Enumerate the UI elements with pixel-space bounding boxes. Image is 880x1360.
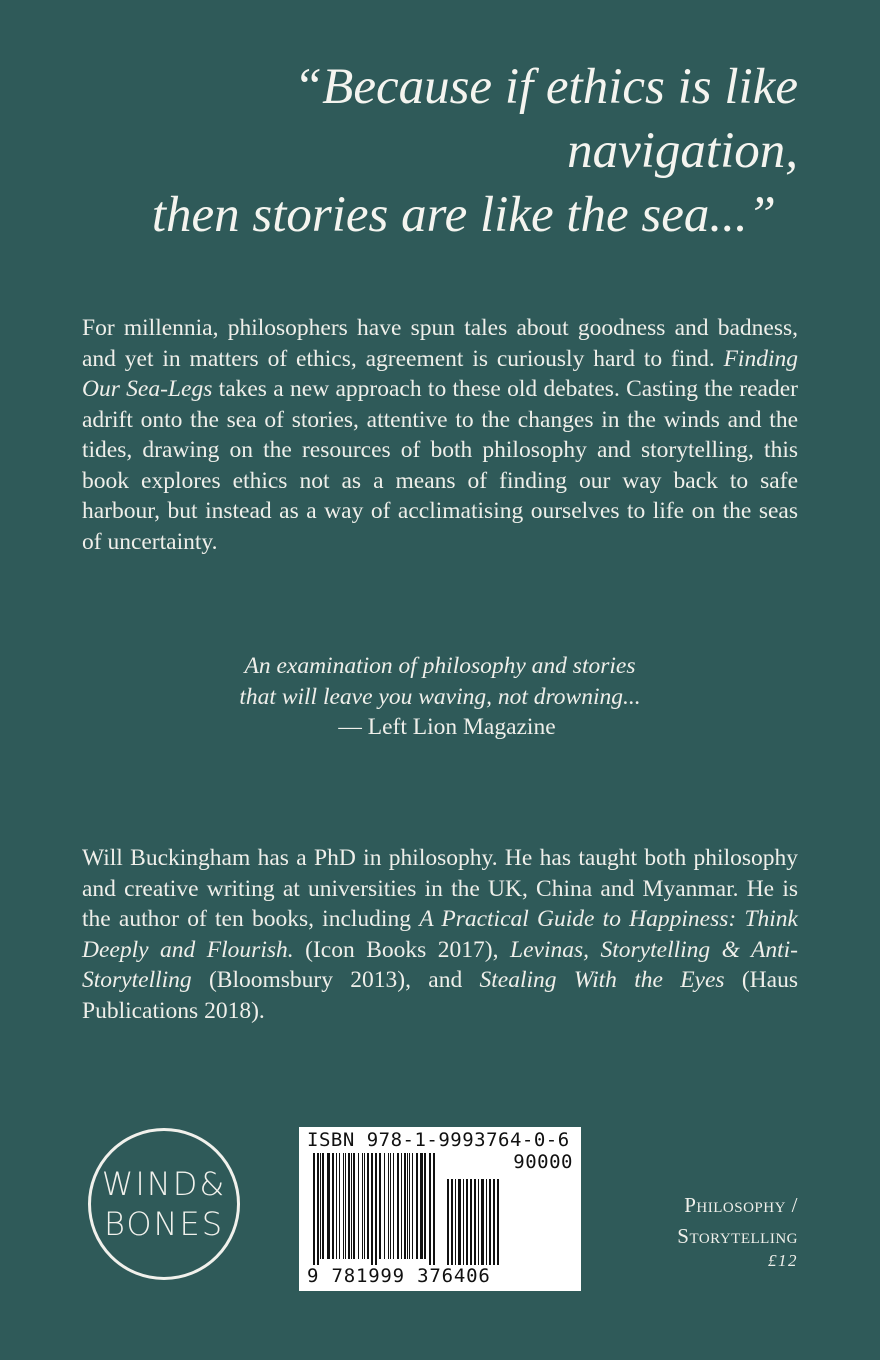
- bio-book-2: Levinas, Storytelling & Anti-Storytelling: [82, 936, 799, 993]
- barcode-bar: [424, 1153, 426, 1259]
- barcode-bar: [348, 1153, 350, 1259]
- bio-text-4: (Haus Publications 2018).: [82, 967, 798, 1024]
- barcode-bar: [332, 1153, 334, 1259]
- publisher-logo: [88, 1128, 240, 1280]
- barcode-bar: [317, 1153, 319, 1265]
- barcode-bar: [470, 1179, 472, 1265]
- barcode-bar: [466, 1179, 468, 1265]
- isbn-barcode: [299, 1127, 581, 1291]
- review-line-1: An examination of philosophy and stories: [244, 653, 636, 679]
- barcode-bar: [358, 1153, 359, 1259]
- barcode-bar: [379, 1153, 381, 1259]
- barcode-bar: [362, 1153, 363, 1259]
- category-line-2: Storytelling: [677, 1224, 798, 1248]
- barcode-bar: [336, 1153, 337, 1259]
- barcode-bar: [388, 1153, 389, 1259]
- barcode-bar: [481, 1179, 484, 1265]
- bio-book-1: A Practical Guide to Happiness: Think Deeply and Flourish.: [82, 906, 798, 963]
- blurb-book-title: Finding Our Sea-Legs: [82, 345, 798, 402]
- barcode-bar: [463, 1179, 464, 1265]
- barcode-bar: [353, 1153, 355, 1259]
- barcode-bar: [478, 1179, 479, 1265]
- barcode-digits: 9 781999 376406: [307, 1265, 491, 1287]
- bio-text-1: Will Buckingham has a PhD in philosophy. He has taught both philosophy and creative writing at universities in the UK, China and Myanmar. He is the author of ten books, including: [82, 845, 798, 932]
- barcode-bar: [339, 1153, 340, 1259]
- book-price: £12: [768, 1251, 798, 1270]
- barcode-bar: [367, 1153, 369, 1259]
- barcode-bar: [384, 1153, 385, 1259]
- barcode-bar: [493, 1179, 495, 1265]
- blurb-text-1: For millennia, philosophers have spun tales about goodness and badness, and yet in matters of ethics, agreement is curiously hard to find.: [82, 315, 798, 372]
- barcode-bar: [390, 1153, 391, 1259]
- barcode-bar: [401, 1153, 402, 1259]
- barcode-bar: [393, 1153, 394, 1259]
- isbn-label: ISBN 978-1-9993764-0-6: [307, 1129, 570, 1151]
- barcode-bar: [404, 1153, 406, 1259]
- barcode-bar: [409, 1153, 410, 1259]
- barcode-bar: [327, 1153, 330, 1259]
- barcode-bar: [474, 1179, 476, 1265]
- barcode-bar: [420, 1153, 423, 1259]
- headline-line-2: then stories are like the sea...”: [151, 187, 776, 243]
- barcode-bar: [486, 1179, 487, 1265]
- author-bio: [82, 843, 798, 1026]
- bio-text-2: (Icon Books 2017),: [293, 936, 511, 963]
- barcode-bar: [455, 1179, 456, 1265]
- review-line-2: that will leave you waving, not drowning...: [239, 683, 641, 710]
- barcode-bar: [364, 1153, 365, 1259]
- review-source: — Left Lion Magazine: [338, 714, 556, 740]
- headline-line-1: “Because if ethics is like navigation,: [293, 59, 798, 179]
- publisher-logo-line-2: BONES: [103, 1205, 225, 1243]
- bio-book-3: Stealing With the Eyes: [479, 967, 725, 993]
- category-line-1: Philosophy /: [684, 1193, 798, 1217]
- barcode-bar: [320, 1153, 321, 1259]
- bio-text-3: (Bloomsbury 2013), and: [191, 967, 480, 993]
- headline-quote: [60, 55, 798, 247]
- barcode-bar: [375, 1153, 377, 1265]
- barcode-bar: [447, 1179, 449, 1265]
- barcode-bar: [371, 1153, 373, 1265]
- review-quote: [120, 651, 760, 743]
- book-blurb: [82, 313, 798, 557]
- book-category: [677, 1190, 798, 1252]
- blurb-text-2: takes a new approach to these old debates. Casting the reader adrift onto the sea of stories, attentive to the changes in the winds and the tides, drawing on the resources of both philosophy and storytelling, this book explores ethics not as a means of finding our way back to safe harbour, but instead as a way of acclimatising ourselves to life on the seas of uncertainty.: [82, 376, 798, 555]
- barcode-bar: [451, 1179, 453, 1265]
- barcode-bar: [433, 1153, 435, 1265]
- barcode-bar: [322, 1153, 324, 1259]
- barcode-bar: [397, 1153, 399, 1259]
- barcode-bar: [489, 1179, 491, 1265]
- barcode-bar: [429, 1153, 431, 1265]
- barcode-bar: [345, 1153, 346, 1259]
- barcode-bar: [416, 1153, 418, 1259]
- barcode-price-code: 90000: [513, 1151, 573, 1173]
- barcode-bar: [313, 1153, 315, 1265]
- barcode-bar: [497, 1179, 499, 1265]
- barcode-bar: [407, 1153, 408, 1259]
- barcode-bars: [309, 1153, 571, 1265]
- publisher-logo-line-1: WIND&: [101, 1165, 227, 1203]
- barcode-bar: [412, 1153, 413, 1259]
- barcode-bar: [343, 1153, 344, 1259]
- barcode-bar: [351, 1153, 352, 1259]
- barcode-bar: [458, 1179, 461, 1265]
